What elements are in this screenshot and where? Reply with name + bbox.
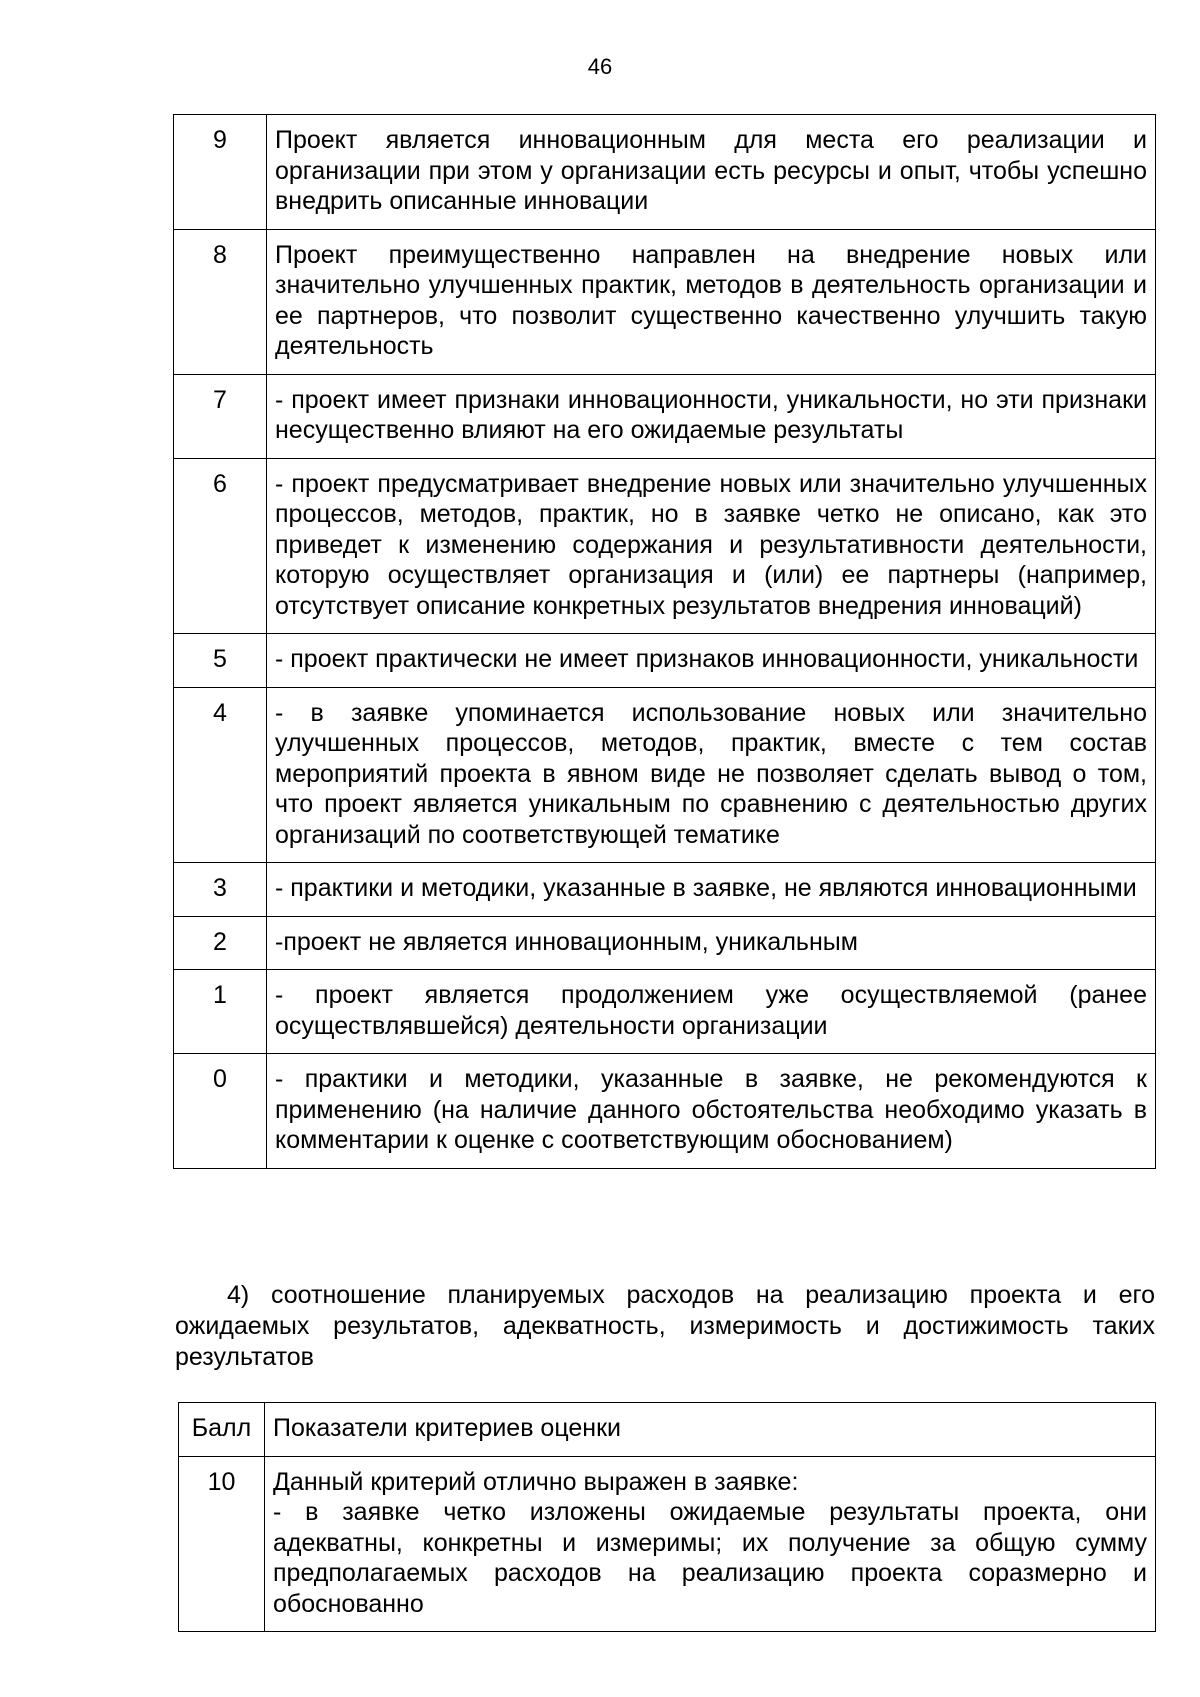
expenses-scoring-table xyxy=(178,1402,1156,1632)
table-row xyxy=(174,970,1156,1054)
score-cell: 5 xyxy=(174,634,267,688)
page-number: 46 xyxy=(587,54,613,79)
column-header-score: Балл xyxy=(179,1403,265,1457)
score-cell: 6 xyxy=(174,458,267,634)
score-cell: 9 xyxy=(174,115,267,230)
score-cell: 0 xyxy=(174,1054,267,1169)
table-row xyxy=(174,115,1156,230)
criteria-description xyxy=(265,1456,1156,1632)
score-cell: 10 xyxy=(179,1456,265,1632)
score-cell: 1 xyxy=(174,970,267,1054)
criteria-description: Проект преимущественно направлен на внедрение новых или значительно улучшенных практик, методов в деятельность организации и ее партнеров, что позволит существенно качественно улучшить такую деятельность xyxy=(267,229,1156,374)
table-row xyxy=(179,1456,1156,1632)
criterion-4-paragraph: 4) соотношение планируемых расходов на реализацию проекта и его ожидаемых результатов, адекватность, измеримость и достижимость таких результатов xyxy=(175,1281,1155,1371)
table-row xyxy=(174,687,1156,863)
table-row xyxy=(174,634,1156,688)
column-header-criteria: Показатели критериев оценки xyxy=(265,1403,1156,1457)
score-cell: 2 xyxy=(174,916,267,970)
score-cell: 3 xyxy=(174,863,267,917)
criteria-description: - проект является продолжением уже осуществляемой (ранее осуществлявшейся) деятельности организации xyxy=(267,970,1156,1054)
table-row xyxy=(174,374,1156,458)
criteria-description: - проект предусматривает внедрение новых или значительно улучшенных процессов, методов, практик, но в заявке четко не описано, как это приведет к изменению содержания и результативности деятельности, которую осуществляет организация и (или) ее партнеры (например, отсутствует описание конкретных результатов внедрения инноваций) xyxy=(267,458,1156,634)
score-cell: 7 xyxy=(174,374,267,458)
criteria-description: - практики и методики, указанные в заявке, не являются инновационными xyxy=(267,863,1156,917)
score-cell: 8 xyxy=(174,229,267,374)
criteria-description: - проект практически не имеет признаков инновационности, уникальности xyxy=(267,634,1156,688)
table-row xyxy=(174,458,1156,634)
table-header-row xyxy=(179,1403,1156,1457)
table-row xyxy=(174,916,1156,970)
criteria-description: -проект не является инновационным, уникальным xyxy=(267,916,1156,970)
criteria-description: - практики и методики, указанные в заявке, не рекомендуются к применению (на наличие данного обстоятельства необходимо указать в комментарии к оценке с соответствующим обоснованием) xyxy=(267,1054,1156,1169)
table-row xyxy=(174,229,1156,374)
criteria-intro: Данный критерий отлично выражен в заявке: xyxy=(273,1467,799,1496)
criteria-detail: - в заявке четко изложены ожидаемые результаты проекта, они адекватны, конкретны и измеримы; их получение за общую сумму предполагаемых расходов на реализацию проекта соразмерно и обоснованно xyxy=(273,1498,1147,1618)
innovation-scoring-table xyxy=(173,114,1156,1169)
table-row xyxy=(174,863,1156,917)
criteria-description: - проект имеет признаки инновационности, уникальности, но эти признаки несущественно влияют на его ожидаемые результаты xyxy=(267,374,1156,458)
score-cell: 4 xyxy=(174,687,267,863)
criteria-description: Проект является инновационным для места его реализации и организации при этом у организации есть ресурсы и опыт, чтобы успешно внедрить описанные инновации xyxy=(267,115,1156,230)
criteria-description: - в заявке упоминается использование новых или значительно улучшенных процессов, методов, практик, вместе с тем состав мероприятий проекта в явном виде не позволяет сделать вывод о том, что проект является уникальным по сравнению с деятельностью других организаций по соответствующей тематике xyxy=(267,687,1156,863)
table-row xyxy=(174,1054,1156,1169)
